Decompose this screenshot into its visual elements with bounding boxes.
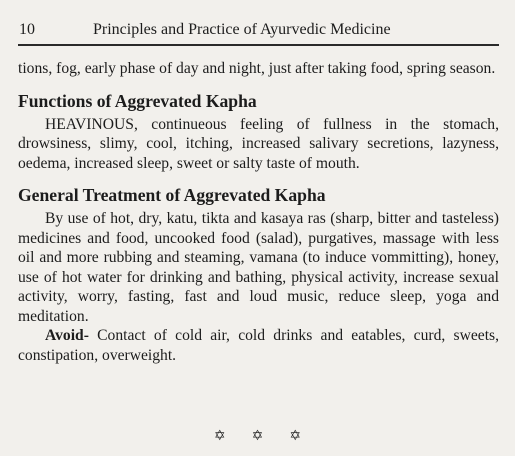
continuation-paragraph: tions, fog, early phase of day and night, just after taking food, spring season.: [18, 60, 496, 77]
star-ornament-icon: ✡: [251, 428, 264, 444]
star-ornament-icon: ✡: [213, 428, 226, 444]
page-body: [18, 59, 499, 365]
avoid-text: Contact of cold air, cold drinks and eatables, curd, sweets, constipation, overweight.: [18, 327, 499, 364]
avoid-paragraph: [18, 326, 499, 365]
treatment-heading: General Treatment of Aggrevated Kapha: [18, 185, 326, 205]
functions-heading: Functions of Aggrevated Kapha: [18, 90, 257, 111]
section-end-ornaments: [0, 428, 515, 444]
page-number: 10: [19, 21, 35, 38]
running-header: [18, 18, 499, 46]
functions-paragraph: HEAVINOUS, continueous feeling of fullness in the stomach, drowsiness, slimy, cool, itching, increased salivary secretions, lazyness, oedema, increased sleep, sweet or salty taste of mouth.: [18, 115, 499, 172]
treatment-paragraph: By use of hot, dry, katu, tikta and kasaya ras (sharp, bitter and tasteless) medicines and food, uncooked food (salad), purgatives, massage with less oil and more rubbing and steaming, vamana (to induce vommitting), honey, use of hot water for drinking and bathing, physical activity, increase sexual activity, worry, fasting, fast and loud music, reduce sleep, yoga and meditation.: [18, 210, 499, 325]
avoid-label: Avoid-: [45, 327, 89, 344]
star-ornament-icon: ✡: [289, 428, 302, 444]
book-title: Principles and Practice of Ayurvedic Medicine: [93, 21, 391, 38]
